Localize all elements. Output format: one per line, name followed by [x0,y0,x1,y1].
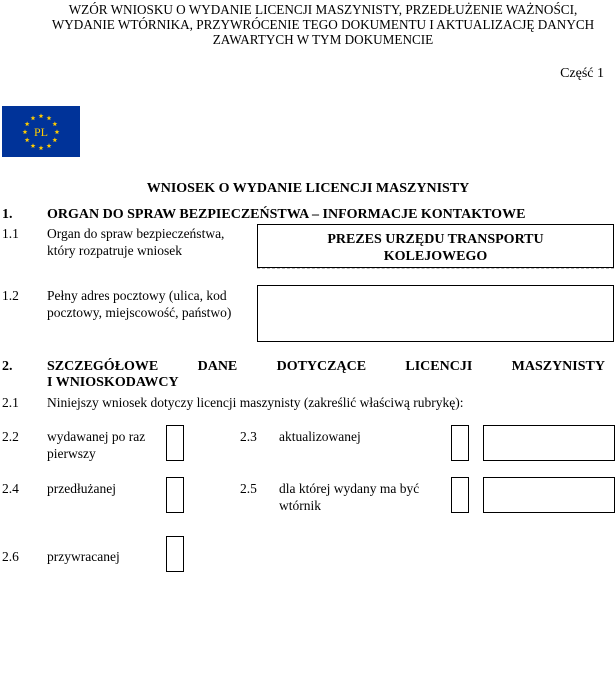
flag-star-icon [55,129,60,134]
item-1-1-label-line-1: Organ do spraw bezpieczeństwa, [47,226,225,241]
update-details-field[interactable] [483,425,615,461]
form-header [30,2,616,47]
item-2-2-number: 2.2 [2,429,19,444]
duplicate-details-field[interactable] [483,477,615,513]
flag-star-icon [25,137,30,142]
item-1-2-label-line-1: Pełny adres pocztowy (ulica, kod [47,288,227,303]
flag-star-icon [52,137,57,142]
section-2-number: 2. [2,359,13,374]
dotted-separator [257,268,614,269]
authority-value-line-1: PREZES URZĘDU TRANSPORTU [327,232,544,247]
section-2-title-word: LICENCJI [405,359,473,374]
section-2-title-word: DANE [197,359,238,374]
flag-country-code: PL [33,125,49,139]
postal-address-field[interactable] [257,285,614,342]
flag-star-icon [31,116,36,121]
section-2-title-word: MASZYNISTY [511,359,605,374]
duplicate-checkbox[interactable] [451,477,469,513]
section-2-title [47,359,605,391]
part-label: Część 1 [560,66,604,81]
header-line-2: WYDANIE WTÓRNIKA, PRZYWRÓCENIE TEGO DOKUMENTU I AKTUALIZACJĘ DANYCH [51,17,595,32]
item-2-4-label: przedłużanej [47,481,116,496]
item-2-5-label-line-1: dla której wydany ma być [279,481,420,496]
section-2-title-word: SZCZEGÓŁOWE [47,359,159,374]
header-line-3: ZAWARTYCH W TYM DOKUMENCIE [212,32,434,47]
item-2-6-label: przywracanej [47,549,120,564]
restoration-checkbox[interactable] [166,536,184,572]
section-2-title-line-2: I WNIOSKODAWCY [47,375,179,390]
item-1-1-label [47,225,224,259]
item-2-3-label: aktualizowanej [279,429,361,444]
eu-flag-logo [2,106,80,157]
section-2-title-word: DOTYCZĄCE [276,359,367,374]
flag-star-icon [47,116,52,121]
item-2-2-label-line-2: pierwszy [47,446,96,461]
item-1-1-label-line-2: który rozpatruje wniosek [47,243,182,258]
flag-star-icon [47,143,52,148]
item-2-5-label-line-2: wtórnik [279,498,321,513]
item-2-3-number: 2.3 [240,429,257,444]
item-2-1-number: 2.1 [2,395,19,410]
item-2-5-label [279,480,419,514]
header-line-1: WZÓR WNIOSKU O WYDANIE LICENCJI MASZYNISTY, PRZEDŁUŻENIE WAŻNOŚCI, [68,2,578,17]
item-1-2-label [47,287,231,321]
item-2-6-number: 2.6 [2,549,19,564]
section-1-number: 1. [2,207,13,222]
flag-star-icon [23,129,28,134]
item-2-4-number: 2.4 [2,481,19,496]
item-2-5-number: 2.5 [240,481,257,496]
update-checkbox[interactable] [451,425,469,461]
flag-star-icon [31,143,36,148]
item-2-2-label [47,428,145,462]
section-1-title: ORGAN DO SPRAW BEZPIECZEŃSTWA – INFORMACJE KONTAKTOWE [47,207,526,222]
flag-star-icon [25,121,30,126]
item-1-2-number: 1.2 [2,288,19,303]
item-2-1-text: Niniejszy wniosek dotyczy licencji maszynisty (zakreślić właściwą rubrykę): [47,395,464,410]
authority-value-line-2: KOLEJOWEGO [383,249,488,264]
first-issue-checkbox[interactable] [166,425,184,461]
authority-field[interactable] [257,224,614,268]
document-title: WNIOSEK O WYDANIE LICENCJI MASZYNISTY [146,181,470,196]
item-1-1-number: 1.1 [2,226,19,241]
renewal-checkbox[interactable] [166,477,184,513]
flag-star-icon [52,121,57,126]
item-2-2-label-line-1: wydawanej po raz [47,429,146,444]
flag-star-icon [39,145,44,150]
flag-star-icon [39,113,44,118]
item-1-2-label-line-2: pocztowy, miejscowość, państwo) [47,305,232,320]
